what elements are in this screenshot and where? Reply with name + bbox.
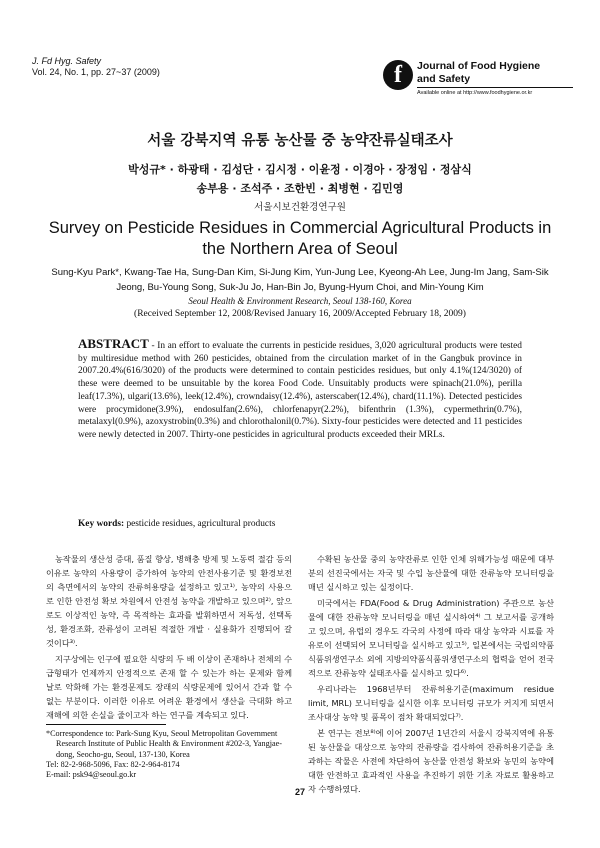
affiliation-english: Seoul Health & Environment Research, Seoul 138-160, Korea xyxy=(188,296,412,306)
journal-name: J. Fd Hyg. Safety xyxy=(32,56,102,66)
body-paragraph: 본 연구는 전보⁸⁾에 이어 2007년 1년간의 서울시 강북지역에 유통된 농산물을 대상으로 농약의 잔류량을 검사하여 잔류허용기준을 초과하는 작물은 사전에 차단하여 농산물 안전성 확보와 농민의 농약에 대한 안전하고 효과적인 사용을 추진하기 위한 기초 자료로 활용하고자 수행하였다. xyxy=(308,728,554,794)
keywords-label: Key words: xyxy=(78,519,125,529)
body-paragraph: 미국에서는 FDA(Food & Drug Administration) 주관으로 농산물에 대한 잔류농약 모니터링을 매년 실시하여⁴⁾ 그 보고서를 공개하고 있으며, 유럽의 경우도 각국의 사정에 따라 대상 농약과 시료를 자유로이 선택되어 모니터링을 실시하고 있고⁵⁾, 일본에서는 국립의약품식품위생연구소 외에 지방의약품식품위생연구소의 협력을 얻어 전국적으로 잔류농약 실태조사를 실시하고 있다⁶⁾. xyxy=(308,598,554,678)
journal-logo-rule xyxy=(417,87,573,88)
journal-logo-title xyxy=(417,60,540,86)
journal-logo-icon: f xyxy=(383,60,413,90)
abstract-label: ABSTRACT xyxy=(78,336,149,351)
body-column-left xyxy=(46,552,292,724)
authors-english: Sung-Kyu Park*, Kwang-Tae Ha, Sung-Dan Kim, Si-Jung Kim, Yun-Jung Lee, Kyeong-Ah Lee, Jung-Im Jang, Sam-Sik Jeong, Bu-Young Song, Suk-Ju Jo, Han-Bin Jo, Byung-Hyum Choi, and Min-Young Kim xyxy=(51,267,549,293)
authors-korean xyxy=(0,160,600,198)
footnote-divider xyxy=(46,724,166,725)
abstract xyxy=(78,338,522,442)
authors-korean-line2: 송부용 · 조석주 · 조한빈 · 최병현 · 김민영 xyxy=(196,182,404,195)
journal-logo-title-line1: Journal of Food Hygiene xyxy=(417,60,541,72)
footnote-email: E-mail: psk94@seoul.go.kr xyxy=(46,770,137,780)
body-paragraph: 우리나라는 1968년부터 잔류허용기준(maximum residue limit, MRL) 모니터링을 실시한 이후 모니터링 규모가 커지게 되면서 조사대상 농약 및 품목이 점차 확대되었다⁷⁾. xyxy=(308,684,554,722)
journal-citation xyxy=(32,56,160,78)
footnote-phone: Tel: 82-2-968-5096, Fax: 82-2-964-8174 xyxy=(46,759,180,769)
body-paragraph: 농작물의 생산성 증대, 품질 향상, 병해충 방제 및 노동력 절감 등의 이유로 농약의 사용량이 증가하여 농약의 안전사용기준 및 환경보전의 측면에서의 농약의 잔류허용량을 설정하고 있고¹⁾, 농약의 사용으로 인한 안전성 확보 차원에서 안전성 농약을 개발하고 있으며²⁾, 앞으로도 이상적인 농약, 즉 목적하는 효과를 발휘하면서 저독성, 선택독성, 환경조화, 잔류성이 고려된 적절한 개발 · 실용화가 진행되어 갈 것이다³⁾. xyxy=(46,554,292,648)
submission-dates: (Received September 12, 2008/Revised January 16, 2009/Accepted February 18, 2009) xyxy=(134,309,466,319)
body-paragraph: 수확된 농산물 중의 농약잔류로 인한 인체 위해가능성 때문에 대부분의 선진국에서는 자국 및 수입 농산물에 대한 잔류농약 모니터링을 매년 실시하고 있는 실정이다. xyxy=(308,554,554,592)
page-number: 27 xyxy=(294,787,305,797)
affiliation-korean: 서울시보건환경연구원 xyxy=(254,202,346,213)
journal-volume: Vol. 24, No. 1, pp. 27~37 (2009) xyxy=(32,67,160,77)
keywords xyxy=(78,519,275,529)
journal-logo-url: Available online at http://www.foodhygiene.or.kr xyxy=(417,90,533,96)
journal-logo xyxy=(383,58,573,102)
title-english: Survey on Pesticide Residues in Commercial Agricultural Products in the Northern Area of Seoul xyxy=(48,219,552,258)
title-korean: 서울 강북지역 유통 농산물 중 농약잔류실태조사 xyxy=(147,133,453,149)
journal-logo-title-line2: and Safety xyxy=(417,73,471,85)
footnote-correspondence: *Correspondence to: Park-Sung Kyu, Seoul Metropolitan Government Research Institute of Public Health & Environment #202-3, Yangjae-dong, Seocho-gu, Seoul, 137-130, Korea xyxy=(46,729,283,759)
body-column-right xyxy=(308,552,554,798)
correspondence-footnote xyxy=(46,729,296,780)
authors-korean-line1: 박성규* · 하광태 · 김성단 · 김시정 · 이윤정 · 이경아 · 장정임 · 정삼식 xyxy=(128,163,472,176)
body-paragraph: 지구상에는 인구에 필요한 식량의 두 배 이상이 존재하나 전체의 수급형태가 언제까지 안정적으로 존재 할 수 있는가 하는 문제와 함께 날로 악화해 가는 환경문제도 장래의 식량문제에 있어서 간과 할 수 없는 부분이다. 이러한 이유로 어려운 환경에서 생산을 극대화 하고 재해에 의한 손실을 줄이고자 하는 연구를 계속되고 있다. xyxy=(46,654,292,720)
abstract-text: - In an effort to evaluate the currents in pesticide residues, 3,020 agricultural products were tested by multiresidue method with 260 pesticides, obtained from the circulation market of in the Gangbuk province in 2007.20.4%(616/3020) of the products were determined to contain pesticides residues, but only 4.1%(124/3020) of these were deemed to be unsuitable by the korea Food Code. Unsuitably products were spinach(21.0%), perilla leaf(17.3%), ulgari(13.6%), leek(12.4%), crowndaisy(12.4%), asterscaber(12.4%), chard(11.1%). Detected pesticides were procymidone(3.9%), endosulfan(2.6%), chlorfenapyr(2.2%), bifenthrin (1.3%), cypermethrin(0.7%), metalaxyl(0.9%), azoxystrobin(0.3%) and chlorothalonil(0.7%). Sixty-four pesticides were detected and 11 pesticides were newly detected in 2007. Thirty-one pesticides in agricultural products exceeded their MRLs. xyxy=(78,341,522,440)
keywords-text: pesticide residues, agricultural products xyxy=(124,519,276,529)
